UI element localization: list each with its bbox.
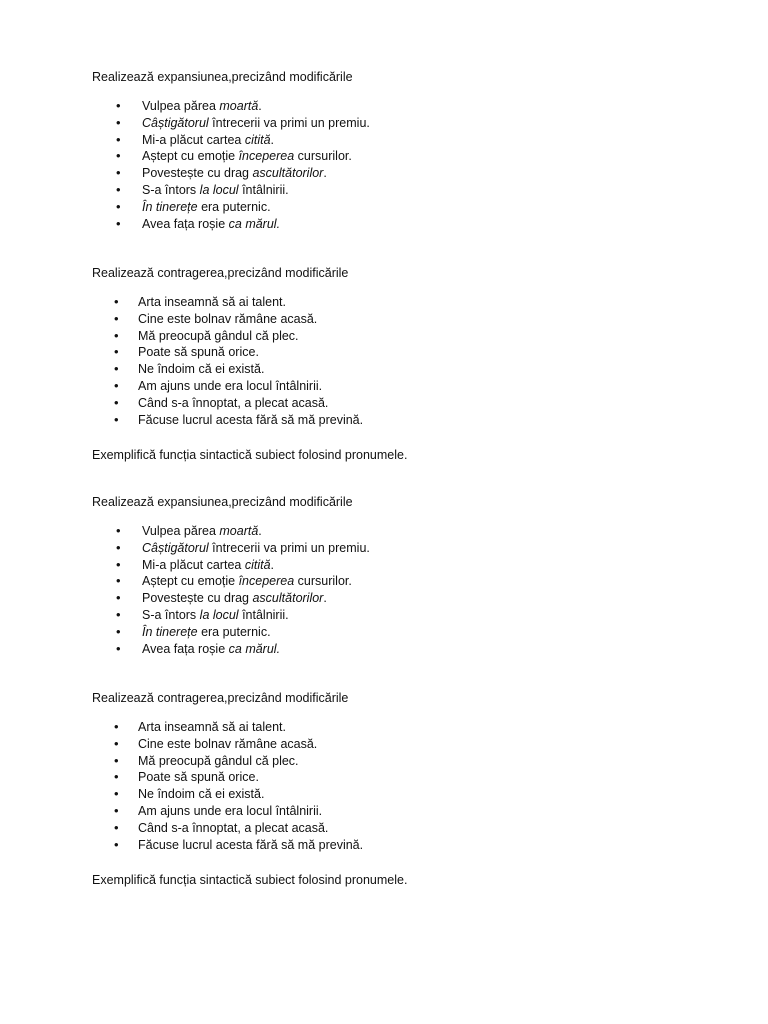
list-item: • Povestește cu drag ascultătorilor. [142, 590, 370, 607]
list-item: • Câștigătorul întrecerii va primi un premiu. [142, 115, 370, 132]
list-item: • S-a întors la locul întâlnirii. [142, 182, 370, 199]
list-item: • Mă preocupă gândul că plec. [138, 753, 363, 770]
list-item: • Avea fața roșie ca mărul. [142, 216, 370, 233]
list-item: • Poate să spună orice. [138, 344, 363, 361]
list-item: • Făcuse lucrul acesta fără să mă prevină. [138, 837, 363, 854]
list-item: • Vulpea părea moartă. [142, 98, 370, 115]
list-item: • Arta inseamnă să ai talent. [138, 294, 363, 311]
exercise-instruction: Exemplifică funcția sintactică subiect folosind pronumele. [92, 448, 408, 462]
list-item: • Avea fața roșie ca mărul. [142, 641, 370, 658]
list-item: • S-a întors la locul întâlnirii. [142, 607, 370, 624]
list-item: • Cine este bolnav rămâne acasă. [138, 311, 363, 328]
list-item: • Vulpea părea moartă. [142, 523, 370, 540]
contraction-list [138, 294, 363, 428]
list-item: • Când s-a înnoptat, a plecat acasă. [138, 820, 363, 837]
list-item: • Arta inseamnă să ai talent. [138, 719, 363, 736]
section-heading-contraction: Realizează contragerea,precizând modificările [92, 266, 349, 280]
expansion-list [142, 523, 370, 657]
list-item: • Povestește cu drag ascultătorilor. [142, 165, 370, 182]
contraction-list [138, 719, 363, 853]
section-heading-contraction: Realizează contragerea,precizând modificările [92, 691, 349, 705]
list-item: • Mă preocupă gândul că plec. [138, 328, 363, 345]
list-item: • Ne îndoim că ei există. [138, 786, 363, 803]
list-item: • Aștept cu emoție începerea cursurilor. [142, 573, 370, 590]
list-item: • În tinerețe era puternic. [142, 624, 370, 641]
list-item: • Făcuse lucrul acesta fără să mă prevină. [138, 412, 363, 429]
list-item: • Ne îndoim că ei există. [138, 361, 363, 378]
list-item: • Poate să spună orice. [138, 769, 363, 786]
list-item: • Cine este bolnav rămâne acasă. [138, 736, 363, 753]
expansion-list [142, 98, 370, 232]
list-item: • Mi-a plăcut cartea citită. [142, 557, 370, 574]
exercise-instruction: Exemplifică funcția sintactică subiect folosind pronumele. [92, 873, 408, 887]
list-item: • Câștigătorul întrecerii va primi un premiu. [142, 540, 370, 557]
list-item: • În tinerețe era puternic. [142, 199, 370, 216]
list-item: • Când s-a înnoptat, a plecat acasă. [138, 395, 363, 412]
list-item: • Aștept cu emoție începerea cursurilor. [142, 148, 370, 165]
list-item: • Am ajuns unde era locul întâlnirii. [138, 803, 363, 820]
section-heading-expansion: Realizează expansiunea,precizând modificările [92, 70, 353, 84]
list-item: • Mi-a plăcut cartea citită. [142, 132, 370, 149]
section-heading-expansion: Realizează expansiunea,precizând modificările [92, 495, 353, 509]
list-item: • Am ajuns unde era locul întâlnirii. [138, 378, 363, 395]
